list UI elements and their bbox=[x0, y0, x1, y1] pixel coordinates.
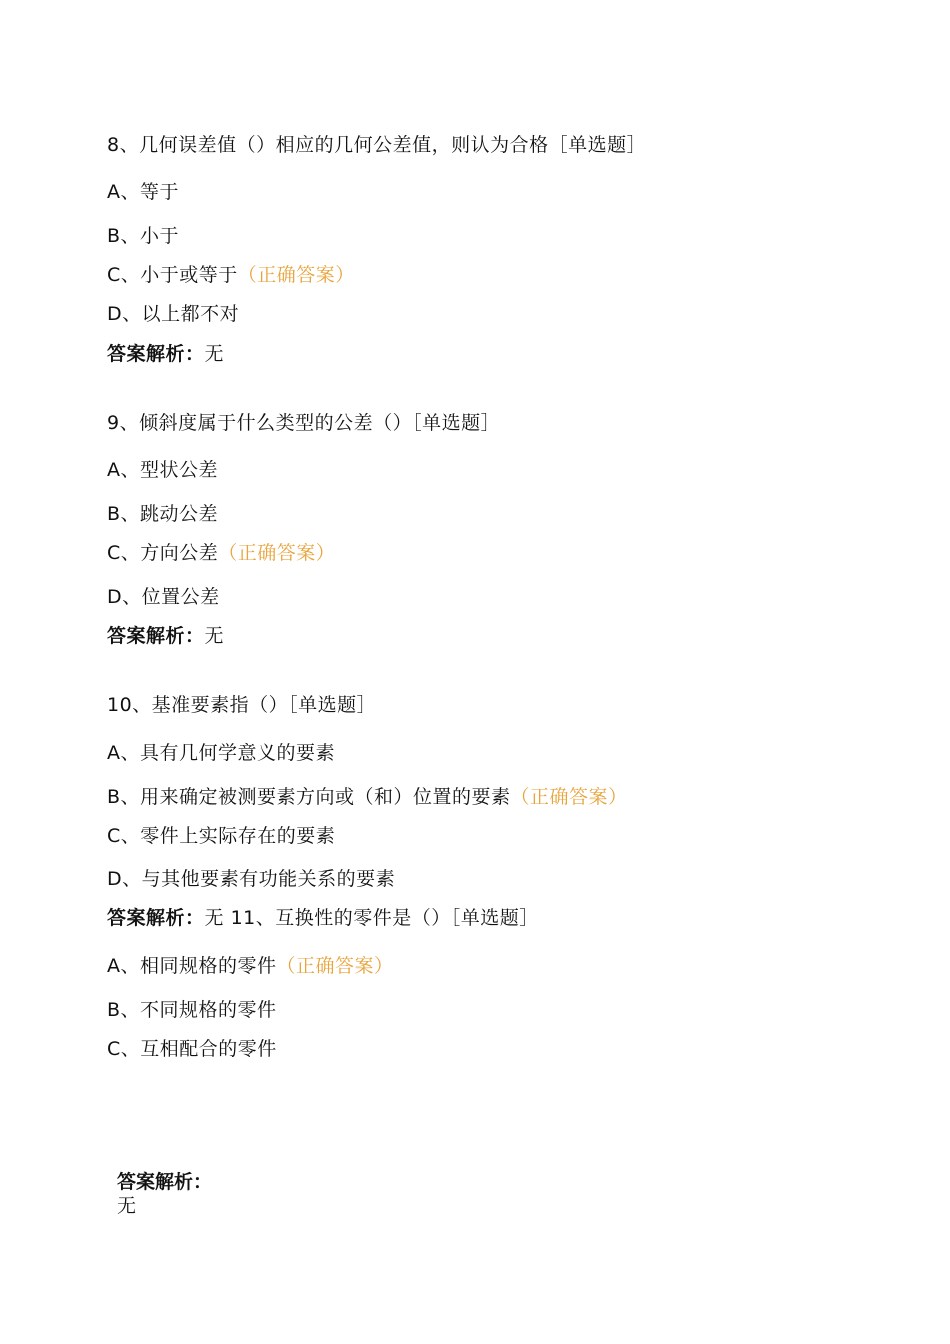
q8-option-d: D、以上都不对 bbox=[107, 303, 240, 325]
q8-analysis-value: 无 bbox=[204, 343, 225, 365]
q10-option-b bbox=[107, 785, 628, 809]
q9-option-c-text: C、方向公差 bbox=[107, 542, 219, 564]
q10-option-b-text: B、用来确定被测要素方向或（和）位置的要素 bbox=[107, 786, 511, 808]
q10-analysis-and-q11-question bbox=[107, 906, 539, 930]
q11-question: 11、互换性的零件是（）［单选题］ bbox=[230, 907, 539, 929]
q9-option-a: A、型状公差 bbox=[107, 459, 218, 481]
q9-question: 9、倾斜度属于什么类型的公差（）［单选题］ bbox=[107, 412, 501, 434]
q8-option-c-text: C、小于或等于 bbox=[107, 264, 238, 286]
q10-option-c: C、零件上实际存在的要素 bbox=[107, 825, 336, 847]
q11-analysis-label: 答案解析： bbox=[117, 1171, 213, 1193]
q11-option-a-text: A、相同规格的零件 bbox=[107, 955, 277, 977]
q11-option-b: B、不同规格的零件 bbox=[107, 999, 277, 1021]
q9-correct-mark: （正确答案） bbox=[218, 542, 336, 564]
q10-analysis-value: 无 bbox=[204, 907, 225, 929]
q8-option-c bbox=[107, 263, 355, 287]
q8-analysis-label: 答案解析： bbox=[107, 343, 205, 365]
q8-option-b: B、小于 bbox=[107, 225, 180, 247]
q11-option-c: C、互相配合的零件 bbox=[107, 1038, 277, 1060]
q10-analysis-label: 答案解析： bbox=[107, 907, 205, 929]
q11-option-a bbox=[107, 954, 394, 978]
q8-correct-mark: （正确答案） bbox=[237, 264, 355, 286]
q9-option-d: D、位置公差 bbox=[107, 586, 220, 608]
q11-analysis-value: 无 bbox=[117, 1195, 137, 1217]
q10-option-a: A、具有几何学意义的要素 bbox=[107, 742, 335, 764]
q9-option-b: B、跳动公差 bbox=[107, 503, 219, 525]
q9-option-c bbox=[107, 541, 335, 565]
q8-analysis bbox=[107, 342, 224, 366]
q9-analysis-label: 答案解析： bbox=[107, 625, 205, 647]
q9-analysis bbox=[107, 624, 224, 648]
q9-analysis-value: 无 bbox=[204, 625, 225, 647]
q11-correct-mark: （正确答案） bbox=[276, 955, 394, 977]
q10-option-d: D、与其他要素有功能关系的要素 bbox=[107, 868, 396, 890]
q10-question: 10、基准要素指（）［单选题］ bbox=[107, 694, 377, 716]
q8-option-a: A、等于 bbox=[107, 181, 179, 203]
q8-question: 8、几何误差值（）相应的几何公差值，则认为合格［单选题］ bbox=[107, 134, 647, 156]
q10-correct-mark: （正确答案） bbox=[510, 786, 628, 808]
